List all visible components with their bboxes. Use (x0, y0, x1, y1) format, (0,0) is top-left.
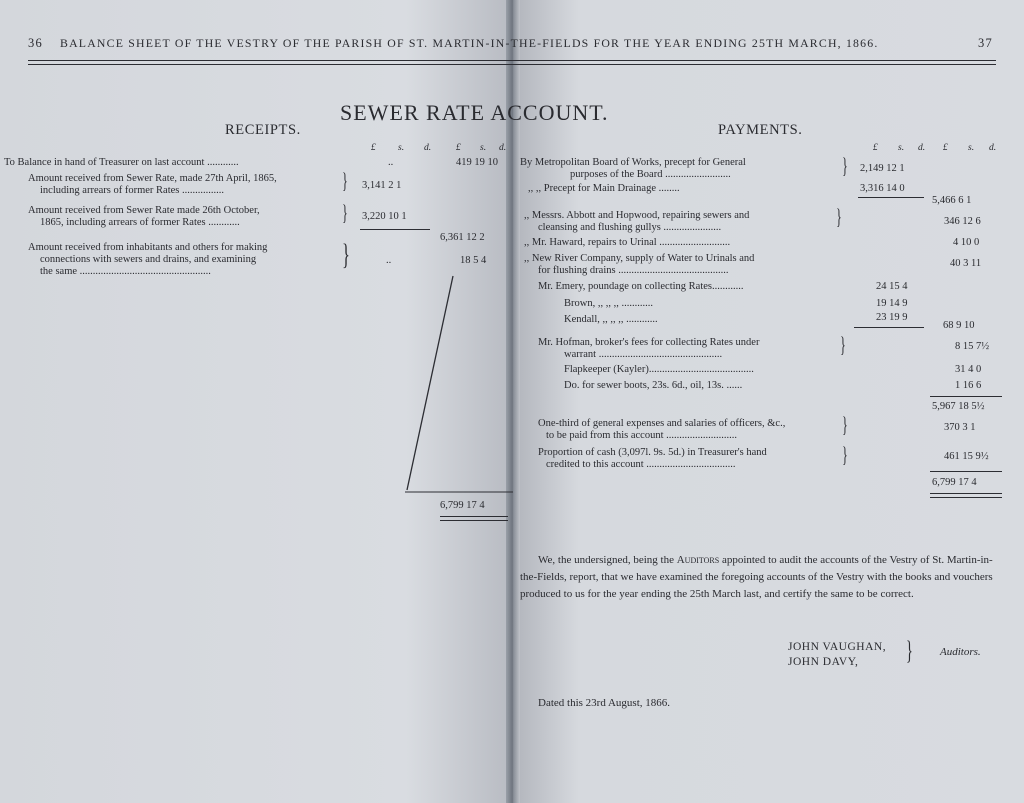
payments-row-1-inner: 2,149 12 1 (860, 163, 905, 174)
payments-row-1-brace: } (842, 153, 848, 178)
dated-line: Dated this 23rd August, 1866. (538, 697, 670, 709)
payments-row-5-desc-2: for flushing drains .......................................... (538, 265, 729, 276)
receipts-row-3-outer: 6,361 12 2 (440, 232, 485, 243)
payments-row-10-outer: 31 4 0 (955, 364, 982, 375)
receipts-total-double-rule (440, 516, 508, 521)
payments-row-9-outer: 8 15 7½ (955, 341, 990, 352)
receipts-row-2-desc-2: including arrears of former Rates ................ (40, 185, 224, 196)
payments-row-3-desc-2: cleansing and flushing gullys ...................... (538, 222, 722, 233)
payments-col-shillings-2: s. (968, 143, 975, 153)
payments-row-5-desc-1: ,, New River Company, supply of Water to Urinals and (524, 253, 755, 264)
payments-row-11-desc: Do. for sewer boots, 23s. 6d., oil, 13s. ...... (564, 380, 743, 391)
payments-row-2-desc: ,, ,, Precept for Main Drainage ........ (528, 183, 680, 194)
receipts-row-4-inner: .. (386, 255, 392, 266)
receipts-col-pence-2: d. (499, 143, 507, 153)
payments-subtotal-rule (930, 396, 1002, 397)
payments-row-4-desc: ,, Mr. Haward, repairs to Urinal ........................... (524, 237, 731, 248)
payments-col-pence-2: d. (989, 143, 997, 153)
header-rule-top (28, 60, 996, 61)
signatures-role: Auditors. (940, 646, 981, 658)
receipts-row-2-brace: } (342, 168, 348, 193)
payments-row-11-outer: 1 16 6 (955, 380, 982, 391)
receipts-row-1-desc: To Balance in hand of Treasurer on last account ............ (4, 157, 239, 168)
cancellation-stroke (395, 268, 515, 508)
payments-row-4-outer: 4 10 0 (953, 237, 980, 248)
payments-total-double-rule (930, 493, 1002, 498)
receipts-row-2-inner: 3,141 2 1 (362, 180, 402, 191)
payments-total: 6,799 17 4 (932, 477, 977, 488)
payments-row-13-outer: 370 3 1 (944, 422, 976, 433)
receipts-row-3-inner: 3,220 10 1 (362, 211, 407, 222)
payments-row-9-desc-1: Mr. Hofman, broker's fees for collecting Rates under (538, 337, 760, 348)
receipts-row-3-desc-2: 1865, including arrears of former Rates ............ (40, 217, 240, 228)
payments-row-5-outer: 40 3 11 (950, 258, 982, 269)
receipts-row-3-brace: } (342, 200, 348, 225)
receipts-row-4-desc-3: the same .................................................. (40, 266, 211, 277)
receipts-total: 6,799 17 4 (440, 500, 485, 511)
running-title: BALANCE SHEET OF THE VESTRY OF THE PARISH OF ST. MARTIN-IN-THE-FIELDS FOR THE YEAR ENDING 25TH MARCH, 1866. (60, 36, 879, 50)
payments-total-rule (930, 471, 1002, 472)
payments-row-13-brace: } (842, 412, 848, 437)
receipts-row-1-outer: 419 19 10 (456, 157, 498, 168)
receipts-subtotal-rule (360, 229, 430, 230)
payments-row-13-desc-1: One-third of general expenses and salaries of officers, &c., (538, 418, 786, 429)
payments-row-7-inner: 19 14 9 (876, 298, 908, 309)
receipts-col-shillings-1: s. (398, 143, 405, 153)
certificate-auditors-word: Auditors (676, 554, 720, 566)
payments-row-14-desc-1: Proportion of cash (3,097l. 9s. 5d.) in Treasurer's hand (538, 447, 767, 458)
header-rule-bottom (28, 64, 996, 65)
receipts-row-4-desc-2: connections with sewers and drains, and examining (40, 254, 257, 265)
payments-row-13-desc-2: to be paid from this account ........................... (546, 430, 738, 441)
payments-row-7-desc: Brown, ,, ,, ,, ............ (564, 298, 653, 309)
signatures-brace: } (906, 636, 913, 665)
payments-row-8-inner: 23 19 9 (876, 312, 908, 323)
payments-poundage-rule (854, 327, 924, 328)
payments-col-pounds-1: £ (873, 143, 878, 153)
receipts-col-pounds-1: £ (371, 143, 376, 153)
payments-col-shillings-1: s. (898, 143, 905, 153)
payments-row-3-desc-1: ,, Messrs. Abbott and Hopwood, repairing sewers and (524, 210, 750, 221)
payments-row-2-outer: 5,466 6 1 (932, 195, 972, 206)
receipts-row-3-desc-1: Amount received from Sewer Rate made 26th October, (28, 205, 260, 216)
receipts-row-4-outer: 18 5 4 (460, 255, 487, 266)
payments-row-6-inner: 24 15 4 (876, 281, 908, 292)
payments-subtotal: 5,967 18 5½ (932, 401, 985, 412)
receipts-row-2-desc-1: Amount received from Sewer Rate, made 27th April, 1865, (28, 173, 277, 184)
receipts-col-pence-1: d. (424, 143, 432, 153)
payments-row-3-brace: } (836, 204, 842, 229)
receipts-heading: RECEIPTS. (225, 122, 301, 138)
page-number-right: 37 (978, 36, 993, 50)
payments-row-9-desc-2: warrant ............................................... (564, 349, 723, 360)
payments-metro-rule (858, 197, 924, 198)
payments-row-14-outer: 461 15 9½ (944, 451, 989, 462)
payments-row-8-outer: 68 9 10 (943, 320, 975, 331)
payments-row-9-brace: } (840, 332, 846, 357)
certificate-text-after: appointed to audit the accounts of the Vestry of St. Martin-in-the-Fields, report, that we have examined the foregoing accounts of the Vestry with the books and vouchers produced to us for the year ending the 25th March last, and certify the same to be correct. (520, 554, 993, 600)
receipts-col-pounds-2: £ (456, 143, 461, 153)
auditors-certificate (520, 552, 998, 603)
payments-row-14-brace: } (842, 442, 848, 467)
payments-col-pence-1: d. (918, 143, 926, 153)
page-number-left: 36 (28, 36, 43, 50)
payments-row-6-desc: Mr. Emery, poundage on collecting Rates............ (538, 281, 744, 292)
signature-vaughan: JOHN VAUGHAN, (788, 641, 887, 653)
payments-row-10-desc: Flapkeeper (Kayler)........................................ (564, 364, 754, 375)
certificate-text-before: We, the undersigned, being the (538, 554, 677, 566)
receipts-row-1-inner: .. (388, 157, 394, 168)
receipts-row-4-desc-1: Amount received from inhabitants and others for making (28, 242, 268, 253)
payments-row-8-desc: Kendall, ,, ,, ,, ............ (564, 314, 658, 325)
payments-heading: PAYMENTS. (718, 122, 803, 138)
signature-davy: JOHN DAVY, (788, 656, 859, 668)
payments-row-14-desc-2: credited to this account .................................. (546, 459, 736, 470)
payments-col-pounds-2: £ (943, 143, 948, 153)
receipts-row-4-brace: } (342, 238, 350, 271)
receipts-col-shillings-2: s. (480, 143, 487, 153)
account-title: SEWER RATE ACCOUNT. (340, 100, 609, 125)
payments-row-1-desc-1: By Metropolitan Board of Works, precept for General (520, 157, 746, 168)
payments-row-1-desc-2: purposes of the Board ......................... (570, 169, 731, 180)
payments-row-3-outer: 346 12 6 (944, 216, 981, 227)
payments-row-2-inner: 3,316 14 0 (860, 183, 905, 194)
